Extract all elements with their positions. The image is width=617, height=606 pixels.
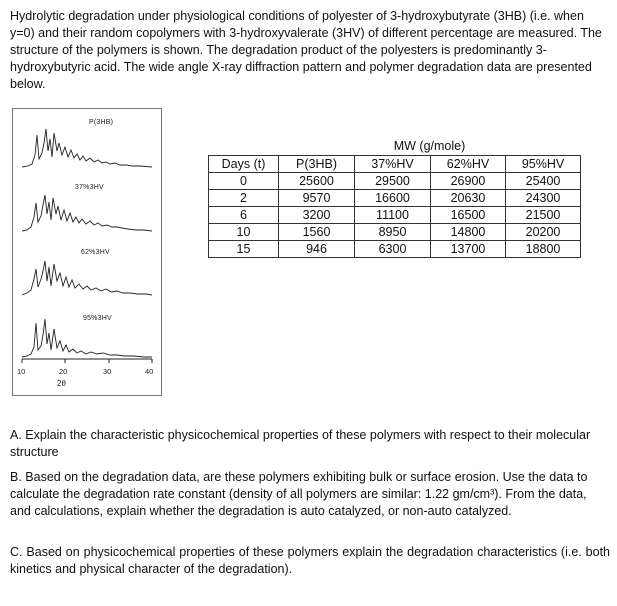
col-header-days: Days (t): [209, 155, 279, 172]
cell: 6300: [355, 240, 431, 257]
table-row: [209, 206, 581, 223]
cell: 20630: [431, 189, 506, 206]
x-tick-10: 10: [17, 367, 26, 376]
cell: 25600: [279, 172, 355, 189]
panel-label-62hv: 62%3HV: [81, 249, 110, 256]
cell: 29500: [355, 172, 431, 189]
cell: 20200: [506, 223, 581, 240]
table-row: [209, 240, 581, 257]
col-header-p3hb: P(3HB): [279, 155, 355, 172]
table-row: [209, 223, 581, 240]
x-axis-label: 2θ: [57, 379, 66, 388]
cell: 11100: [355, 206, 431, 223]
col-header-95hv: 95%HV: [506, 155, 581, 172]
panel-label-37hv: 37%3HV: [75, 184, 104, 191]
cell: 10: [209, 223, 279, 240]
cell: 6: [209, 206, 279, 223]
question-c: C. Based on physicochemical properties of these polymers explain the degradation characteristics (i.e. both kinetics and physical character of the degradation).: [10, 545, 610, 576]
x-tick-40: 40: [145, 367, 154, 376]
panel-label-p3hb: P(3HB): [89, 119, 114, 126]
cell: 13700: [431, 240, 506, 257]
x-tick-20: 20: [59, 367, 68, 376]
cell: 946: [279, 240, 355, 257]
cell: 0: [209, 172, 279, 189]
xrd-plot: [14, 111, 160, 363]
col-header-37hv: 37%HV: [355, 155, 431, 172]
col-header-62hv: 62%HV: [431, 155, 506, 172]
xrd-trace-37hv: [22, 195, 152, 231]
cell: 3200: [279, 206, 355, 223]
mw-title-row: [209, 138, 581, 155]
xrd-trace-p3hb: [22, 129, 152, 167]
cell: 21500: [506, 206, 581, 223]
cell: 18800: [506, 240, 581, 257]
cell: 15: [209, 240, 279, 257]
cell: 16600: [355, 189, 431, 206]
cell: 8950: [355, 223, 431, 240]
mw-table-title: MW (g/mole): [279, 138, 581, 155]
intro-paragraph: Hydrolytic degradation under physiological conditions of polyester of 3-hydroxybutyrate (3HB) (i.e. when y=0) and their random copolymers with 3-hydroxyvalerate (3HV) of different percentage are measured. The structure of the polymers is shown. The degradation product of the polyesters is predominantly 3-hydroxybutyric acid. The wide angle X-ray diffraction pattern and polymer degradation data are presented below.: [10, 9, 602, 91]
question-a: A. Explain the characteristic physicochemical properties of these polymers with respect to their molecular structure: [10, 428, 591, 459]
cell: 26900: [431, 172, 506, 189]
mw-header-row: [209, 155, 581, 172]
x-tick-30: 30: [103, 367, 112, 376]
cell: 1560: [279, 223, 355, 240]
mw-table: [208, 138, 581, 258]
xrd-trace-95hv: [22, 319, 152, 357]
mw-title-spacer: [209, 138, 279, 155]
table-row: [209, 172, 581, 189]
cell: 9570: [279, 189, 355, 206]
cell: 2: [209, 189, 279, 206]
cell: 25400: [506, 172, 581, 189]
cell: 16500: [431, 206, 506, 223]
cell: 24300: [506, 189, 581, 206]
xrd-figure: [12, 108, 162, 396]
question-b: B. Based on the degradation data, are these polymers exhibiting bulk or surface erosion. Use the data to calculate the degradation rate constant (density of all polymers are similar: 1.22 gm/cm³). From the data, and calculations, explain whether the degradation is auto catalyzed, or non-auto catalyzed.: [10, 470, 588, 518]
cell: 14800: [431, 223, 506, 240]
panel-label-95hv: 95%3HV: [83, 315, 112, 322]
table-row: [209, 189, 581, 206]
xrd-trace-62hv: [22, 261, 152, 295]
